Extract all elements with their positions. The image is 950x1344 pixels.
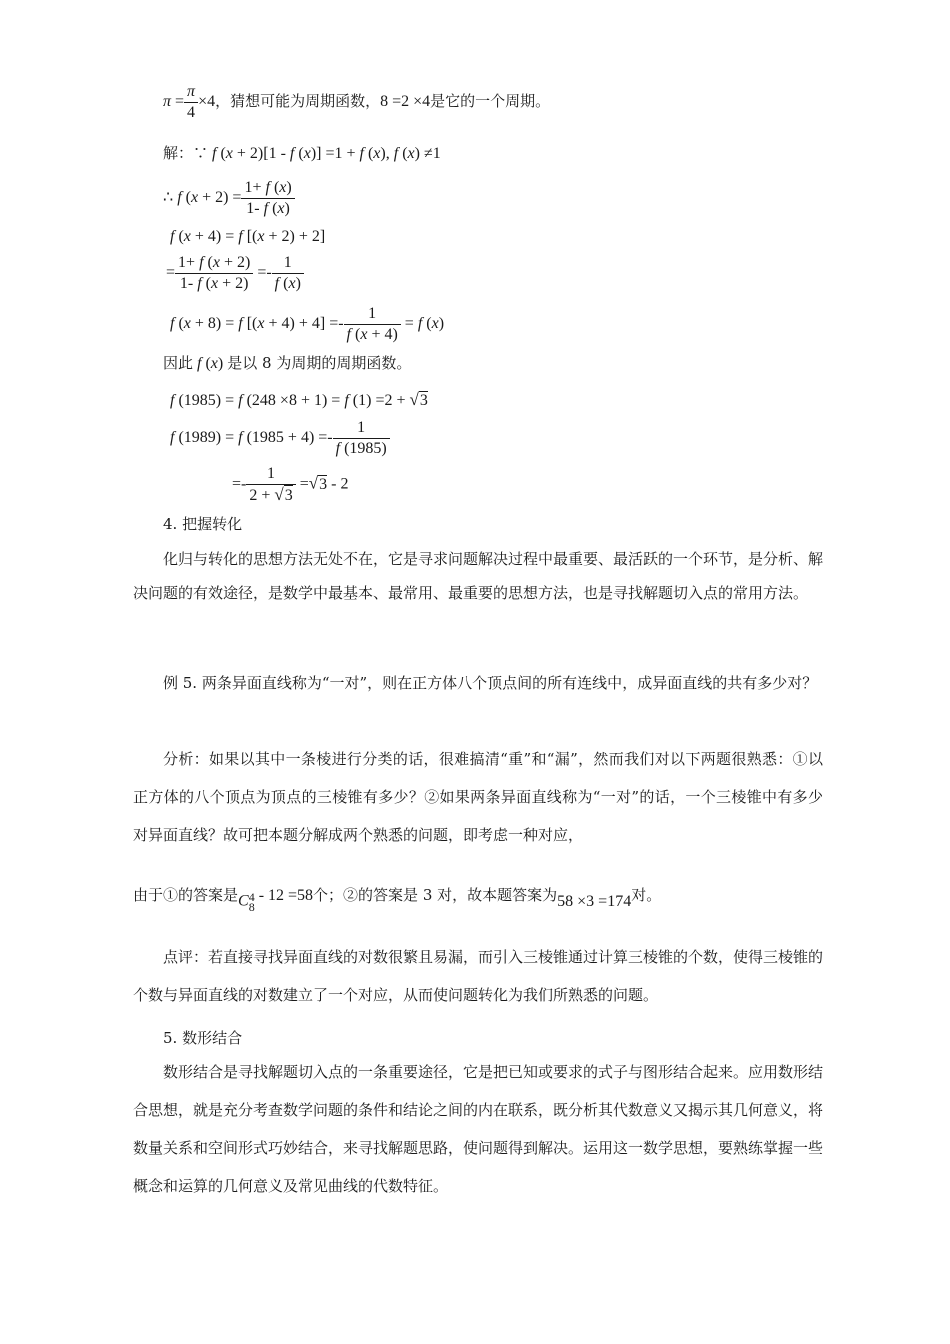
periodic-conclusion: 因此 f (x) 是以 8 为周期的周期函数。 <box>163 354 412 372</box>
eq-f-1989-result: =- $\frac{1}{2 + √3}$ =√3 - 2 <box>232 465 349 504</box>
example-5: 例 5. 两条异面直线称为“一对”，则在正方体八个顶点间的所有连线中，成异面直线的共有多少对？ <box>163 674 818 692</box>
section-5-paragraph: 数形结合是寻找解题切入点的一条重要途径，它是把已知或要求的式子与图形结合起来。应用数形结合思想，就是充分考查数学问题的条件和结论之间的内在联系，既分析其代数意义又揭示其几何意义，将数量关系和空间形式巧妙结合，来寻找解题思路，使问题得到解决。运用这一数学思想，要熟练掌握一些概念和运算的几何意义及常见曲线的代数特征。 <box>133 1063 824 1195</box>
section-5-heading: 5. 数形结合 <box>163 1029 243 1047</box>
eq-f-x-plus-2: ∴ f (x + 2) = $\frac{1+ f (x)}{1- f (x)}$ <box>163 178 295 219</box>
answer-line: 由于①的答案是C 4 8 - 12 =58个；②的答案是 3 对，故本题答案为58 ×3 =174对。 <box>133 886 662 915</box>
eq-f-1985: f (1985) = f (248 ×8 + 1) = f (1) =2 + √3 <box>170 390 428 409</box>
line-period-guess: π = $\frac{\pi}{4}$ ×4，猜想可能为周期函数，8 =2 ×4是它的一个周期。 <box>163 83 551 121</box>
eq-f-1989: f (1989) = f (1985 + 4) =- $\frac{1}{f (1985)}$ <box>170 418 390 459</box>
solution-given: 解：∵ f (x + 2)[1 - f (x)] =1 + f (x), f (x) ≠1 <box>163 144 441 162</box>
section-4-paragraph: 化归与转化的思想方法无处不在，它是寻求问题解决过程中最重要、最活跃的一个环节，是分析、解决问题的有效途径，是数学中最基本、最常用、最重要的思想方法，也是寻找解题切入点的常用方法。 <box>133 550 824 602</box>
section-4-heading: 4. 把握转化 <box>163 515 243 533</box>
eq-f-x-plus-4: f (x + 4) = f [(x + 2) + 2] <box>170 228 326 245</box>
comment-paragraph: 点评：若直接寻找异面直线的对数很繁且易漏，而引入三棱锥通过计算三棱锥的个数，使得三棱锥的个数与异面直线的对数建立了一个对应，从而使问题转化为我们所熟悉的问题。 <box>133 948 824 1004</box>
eq-f-x-plus-4-cont: = $\frac{1+ f (x + 2)}{1- f (x + 2)}$ =- $\frac{1}{f (x)}$ <box>166 253 304 294</box>
eq-f-x-plus-8: f (x + 8) = f [(x + 4) + 4] =- $\frac{1}{f (x + 4)}$ = f (x) <box>170 305 445 343</box>
analysis-paragraph: 分析：如果以其中一条棱进行分类的话，很难搞清“重”和“漏”，然而我们对以下两题很熟悉：①以正方体的八个顶点为顶点的三棱锥有多少？②如果两条异面直线称为“一对”的话，一个三棱锥中有多少对异面直线？故可把本题分解成两个熟悉的问题，即考虑一种对应， <box>133 750 823 844</box>
